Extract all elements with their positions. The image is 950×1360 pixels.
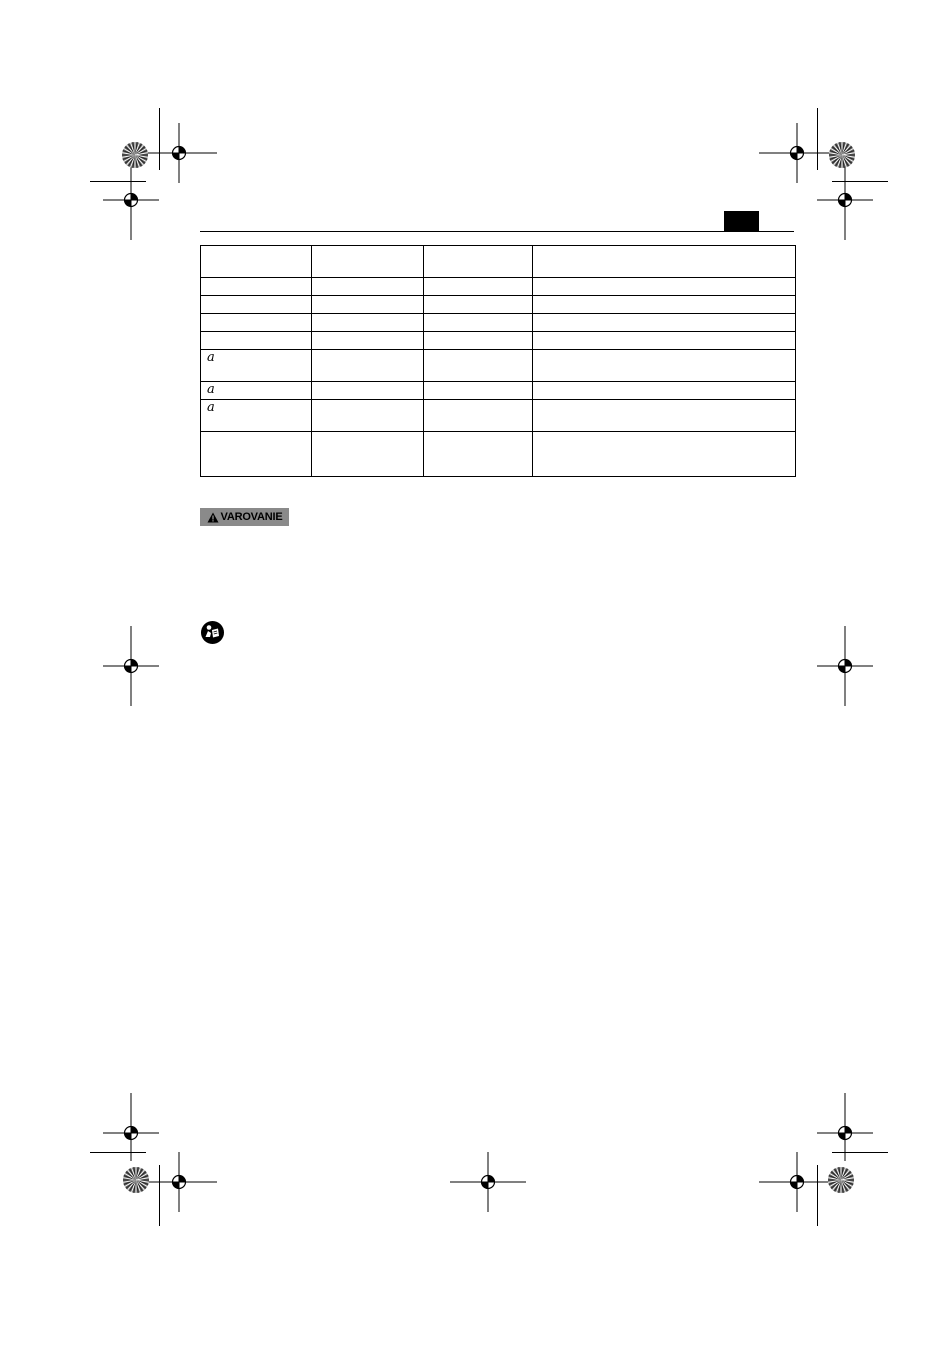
table-cell (533, 432, 796, 477)
table-row (201, 400, 796, 432)
table-cell (424, 296, 533, 314)
registration-crosshair-icon (800, 621, 890, 711)
table-cell: a (201, 400, 312, 432)
table-cell (533, 278, 796, 296)
registration-crosshair-icon (443, 1137, 533, 1227)
warning-badge (200, 508, 289, 526)
read-manual-icon (201, 621, 224, 644)
table-cell (533, 332, 796, 350)
color-registration-starburst-icon (827, 1166, 855, 1194)
table-cell (312, 314, 424, 332)
color-registration-starburst-icon (122, 1166, 150, 1194)
color-registration-starburst-icon (121, 141, 149, 169)
table-cell (312, 332, 424, 350)
table-row (201, 350, 796, 382)
color-registration-starburst-icon (828, 141, 856, 169)
table-cell (312, 350, 424, 382)
table-cell (201, 332, 312, 350)
table-cell (533, 400, 796, 432)
table-row (201, 246, 796, 278)
warning-label: VAROVANIE (220, 511, 283, 523)
table-row (201, 296, 796, 314)
table-cell (201, 246, 312, 278)
table-cell (533, 382, 796, 400)
table-cell (424, 400, 533, 432)
table-cell (201, 432, 312, 477)
table-cell (312, 382, 424, 400)
language-tab (724, 211, 759, 231)
table-row (201, 332, 796, 350)
table-cell (424, 332, 533, 350)
table-cell (424, 314, 533, 332)
table-row (201, 432, 796, 477)
table-cell: a (201, 350, 312, 382)
table-cell (424, 432, 533, 477)
table-row (201, 278, 796, 296)
table-cell (312, 296, 424, 314)
table-cell (312, 400, 424, 432)
table-cell (312, 278, 424, 296)
trim-line (832, 181, 888, 182)
table-cell (424, 382, 533, 400)
table-cell (533, 314, 796, 332)
trim-line (817, 1165, 818, 1226)
table-cell (533, 296, 796, 314)
table-cell (533, 350, 796, 382)
spec-table (200, 245, 796, 477)
registration-crosshair-icon (86, 621, 176, 711)
table-cell (312, 432, 424, 477)
header-rule (200, 231, 794, 232)
trim-line (90, 181, 146, 182)
table-cell (312, 246, 424, 278)
trim-line (90, 1152, 146, 1153)
table-cell (201, 314, 312, 332)
table-cell (424, 350, 533, 382)
trim-line (832, 1152, 888, 1153)
table-cell (424, 278, 533, 296)
table-cell (201, 296, 312, 314)
table-cell (533, 246, 796, 278)
trim-line (159, 108, 160, 170)
table-cell (424, 246, 533, 278)
trim-line (159, 1165, 160, 1226)
table-row (201, 314, 796, 332)
trim-line (817, 108, 818, 170)
table-row (201, 382, 796, 400)
table-cell (201, 278, 312, 296)
warning-triangle-icon (207, 512, 219, 523)
table-cell: a (201, 382, 312, 400)
